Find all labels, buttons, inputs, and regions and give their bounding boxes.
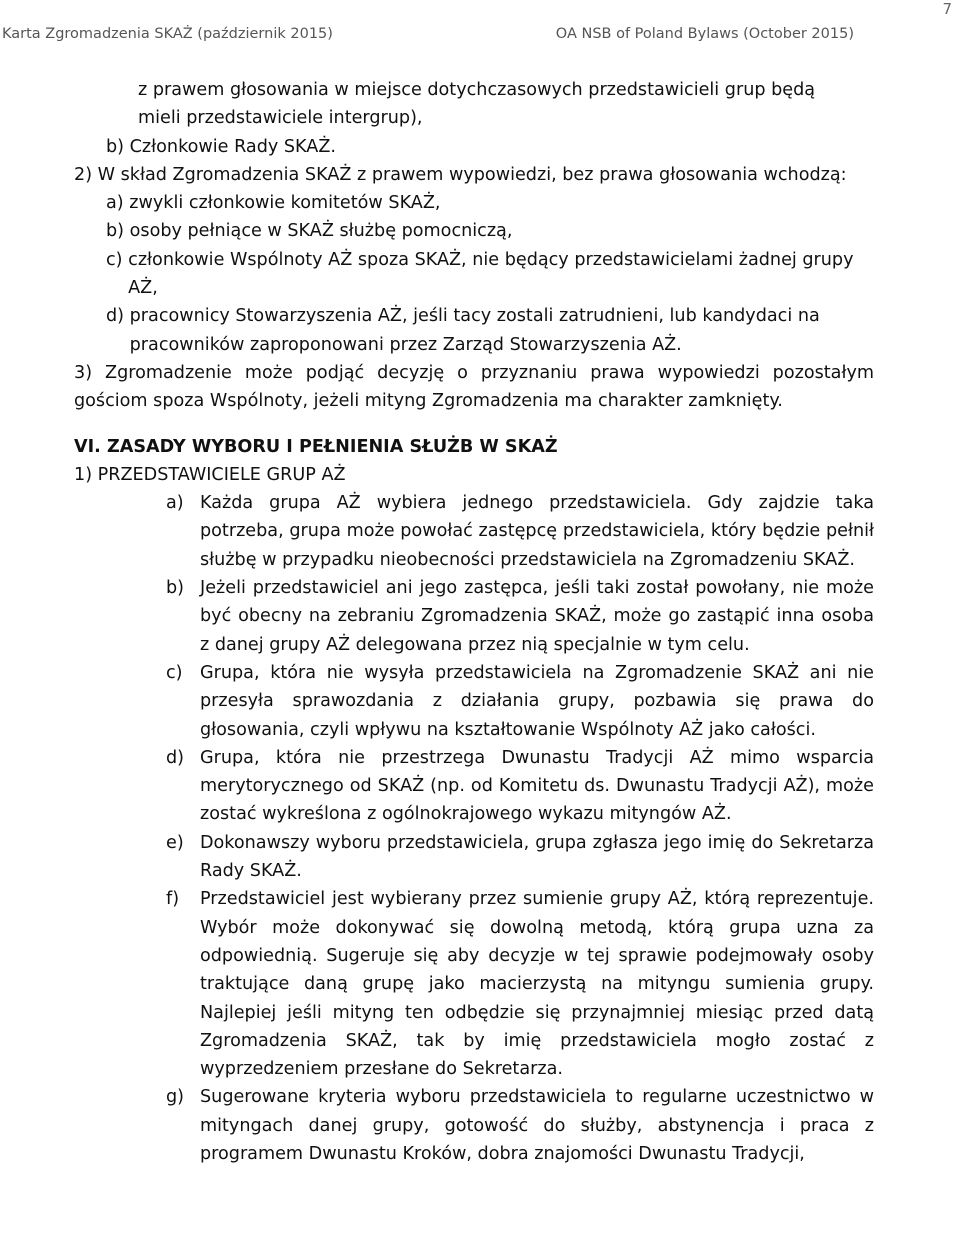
list-label: a) [106,193,124,214]
list-label: g) [166,1087,185,1108]
list-text: pracownicy Stowarzyszenia AŻ, jeśli tacy zostali zatrudnieni, lub kandydaci na pracowników zaproponowani przez Zarząd Stowarzyszenia AŻ. [129,306,820,355]
list-label: a) [166,493,184,514]
list-label: d) [166,747,185,768]
list-label: b) [106,221,125,242]
list-label: c) [106,249,123,270]
list-item [74,246,874,303]
section-title: VI. ZASADY WYBORU I PEŁNIENIA SŁUŻB W SKAŻ [74,436,558,457]
header-left: Karta Zgromadzenia SKAŻ (październik 2015) [2,26,333,42]
list-label: d) [106,306,125,327]
list-text: osoby pełniące w SKAŻ służbę pomocniczą, [129,221,513,242]
list-item [74,133,874,161]
list-text: Każda grupa AŻ wybiera jednego przedstawiciela. Gdy zajdzie taka potrzeba, grupa może powołać zastępcę przedstawiciela, który będzie pełnił służbę w przypadku nieobecności przedstawiciela na Zgromadzeniu SKAŻ. [200,493,874,570]
list-text: Jeżeli przedstawiciel ani jego zastępca, jeśli taki został powołany, nie może być obecny na zebraniu Zgromadzenia SKAŻ, może go zastąpić inna osoba z danej grupy AŻ delegowana przez nią specjalnie w tym celu. [200,578,874,655]
list-text: Dokonawszy wyboru przedstawiciela, grupa zgłasza jego imię do Sekretarza Rady SKAŻ. [200,832,874,882]
paragraph-point-3: 3) Zgromadzenie może podjąć decyzję o przyznaniu prawa wypowiedzi pozostałym gościom spoza Wspólnoty, jeżeli mityng Zgromadzenia ma charakter zamknięty. [74,362,874,412]
list-label: b) [166,578,185,599]
list-item [166,829,874,886]
list-text: Grupa, która nie wysyła przedstawiciela na Zgromadzenie SKAŻ ani nie przesyła sprawozdania z działania grupy, pozbawia się prawa do głosowania, czyli wpływu na kształtowanie Wspólnoty AŻ jako całości. [200,662,874,740]
continuation-line: z prawem głosowania w miejsce dotychczasowych przedstawicieli grup będą [138,80,816,100]
list-text: członkowie Wspólnoty AŻ spoza SKAŻ, nie będący przedstawicielami żadnej grupy AŻ, [128,249,854,299]
list-text: Przedstawiciel jest wybierany przez sumienie grupy AŻ, którą reprezentuje. Wybór może dokonywać się dowolną metodą, którą grupa uzna za odpowiednią. Sugeruje się aby decyzje w tej sprawie podejmowały osoby traktujące daną grupę jako macierzystą na mityngu sumienia grupy. Najlepiej jeśli mityng ten odbędzie się przynajmniej miesiąc przed datą Zgromadzenia SKAŻ, tak by imię przedstawiciela mogło zostać z wyprzedzeniem przesłane do Sekretarza. [200,889,874,1080]
list-item [74,189,874,217]
list-label: e) [166,832,184,853]
list-item [74,302,874,359]
list-item [166,659,874,744]
paragraph-point-2: 2) W skład Zgromadzenia SKAŻ z prawem wypowiedzi, bez prawa głosowania wchodzą: [74,164,847,185]
continuation-block [74,76,874,133]
list-label: f) [166,889,180,910]
section-list [74,489,874,1168]
page-number: 7 [942,0,952,18]
list-item [166,885,874,1083]
continuation-line: mieli przedstawiciele intergrup), [138,108,423,129]
list-text: Sugerowane kryteria wyboru przedstawiciela to regularne uczestnictwo w mityngach danej grupy, gotowość do służby, abstynencja i praca z programem Dwunastu Kroków, dobra znajomości Dwunastu Tradycji, [200,1087,874,1164]
running-header [0,26,960,46]
list-text: zwykli członkowie komitetów SKAŻ, [129,193,441,214]
list-text: Grupa, która nie przestrzega Dwunastu Tradycji AŻ mimo wsparcia merytorycznego od SKAŻ (np. od Komitetu ds. Dwunastu Tradycji AŻ), może zostać wykreślona z ogólnokrajowego wykazu mityngów AŻ. [200,747,874,825]
section-subtitle: 1) PRZEDSTAWICIELE GRUP AŻ [74,464,346,485]
list-text: Członkowie Rady SKAŻ. [129,136,336,157]
list-item [166,744,874,829]
document-body [74,76,874,1168]
list-label: c) [166,662,183,683]
header-right: OA NSB of Poland Bylaws (October 2015) [555,26,854,42]
list-item [74,217,874,245]
list-item [166,574,874,659]
list-item [166,489,874,574]
list-item [166,1083,874,1168]
list-label: b) [106,136,125,157]
